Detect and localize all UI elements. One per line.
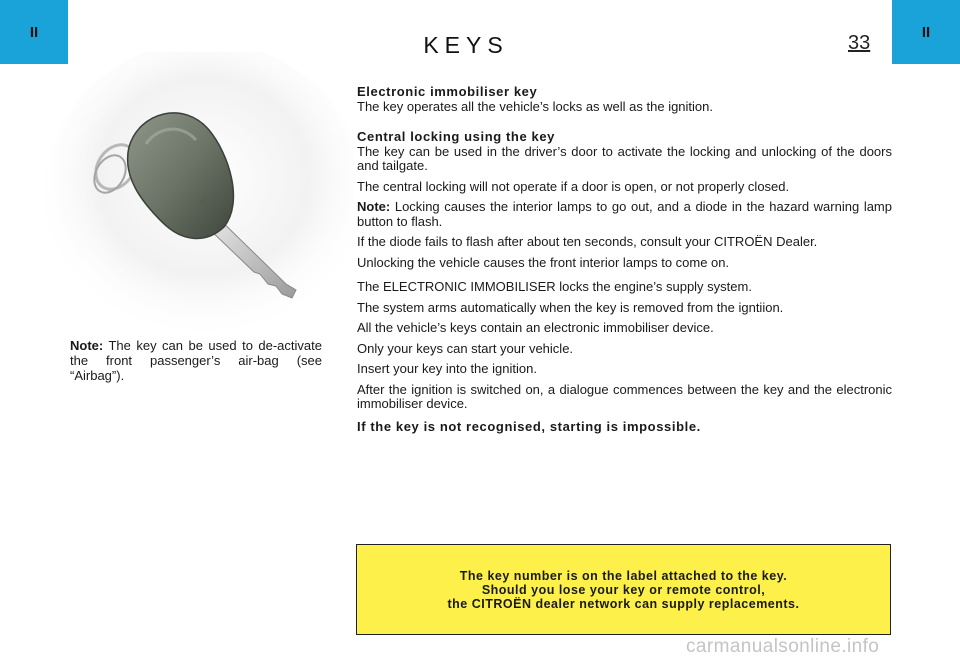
section-tab-left: II	[0, 0, 68, 64]
main-content	[357, 85, 892, 434]
heading-central-locking: Central locking using the key	[357, 129, 555, 144]
immobiliser-warning: If the key is not recognised, starting is impossible.	[357, 418, 701, 434]
immobiliser-key-text: The key operates all the vehicle’s locks as well as the ignition.	[357, 98, 714, 114]
section-tab-right: II	[892, 0, 960, 64]
central-locking-p3: If the diode fails to flash after about ten seconds, consult your CITROËN Dealer.	[357, 234, 818, 249]
page-title: KEYS	[423, 32, 509, 58]
replacement-notice-box	[356, 544, 891, 635]
central-locking-note	[357, 200, 892, 229]
left-note	[70, 338, 322, 383]
immobiliser-p4: Only your keys can start your vehicle.	[357, 340, 574, 356]
central-locking-p4: Unlocking the vehicle causes the front interior lamps to come on.	[357, 254, 730, 270]
key-photo	[34, 52, 354, 344]
immobiliser-p6: After the ignition is switched on, a dialogue commences between the key and the electronic immobiliser device.	[357, 381, 892, 411]
immobiliser-p3: All the vehicle’s keys contain an electronic immobiliser device.	[357, 320, 714, 335]
immobiliser-p1: The ELECTRONIC IMMOBILISER locks the engine’s supply system.	[357, 279, 752, 294]
immobiliser-p5: Insert your key into the ignition.	[357, 361, 537, 376]
notice-line-2: Should you lose your key or remote control,	[481, 582, 766, 597]
notice-line-3: the CITROËN dealer network can supply replacements.	[447, 596, 800, 611]
immobiliser-p2: The system arms automatically when the key is removed from the igntiion.	[357, 299, 784, 315]
watermark: carmanualsonline.info	[686, 636, 880, 657]
left-note-text: The key can be used to de-activate the front passenger’s air-bag (see “Airbag”).	[70, 338, 322, 383]
central-locking-p1: The key can be used in the driver’s door to activate the locking and unlocking of the doors and tailgate.	[357, 143, 892, 173]
left-note-label: Note:	[70, 338, 104, 353]
central-locking-p2: The central locking will not operate if a door is open, or not properly closed.	[357, 178, 790, 194]
heading-immobiliser-key: Electronic immobiliser key	[357, 84, 538, 99]
central-locking-note-text: Locking causes the interior lamps to go out, and a diode in the hazard warning lamp button to flash.	[357, 199, 892, 229]
notice-line-1: The key number is on the label attached to the key.	[459, 568, 788, 583]
central-locking-note-label: Note:	[357, 199, 391, 214]
page-number: 33	[848, 32, 871, 54]
